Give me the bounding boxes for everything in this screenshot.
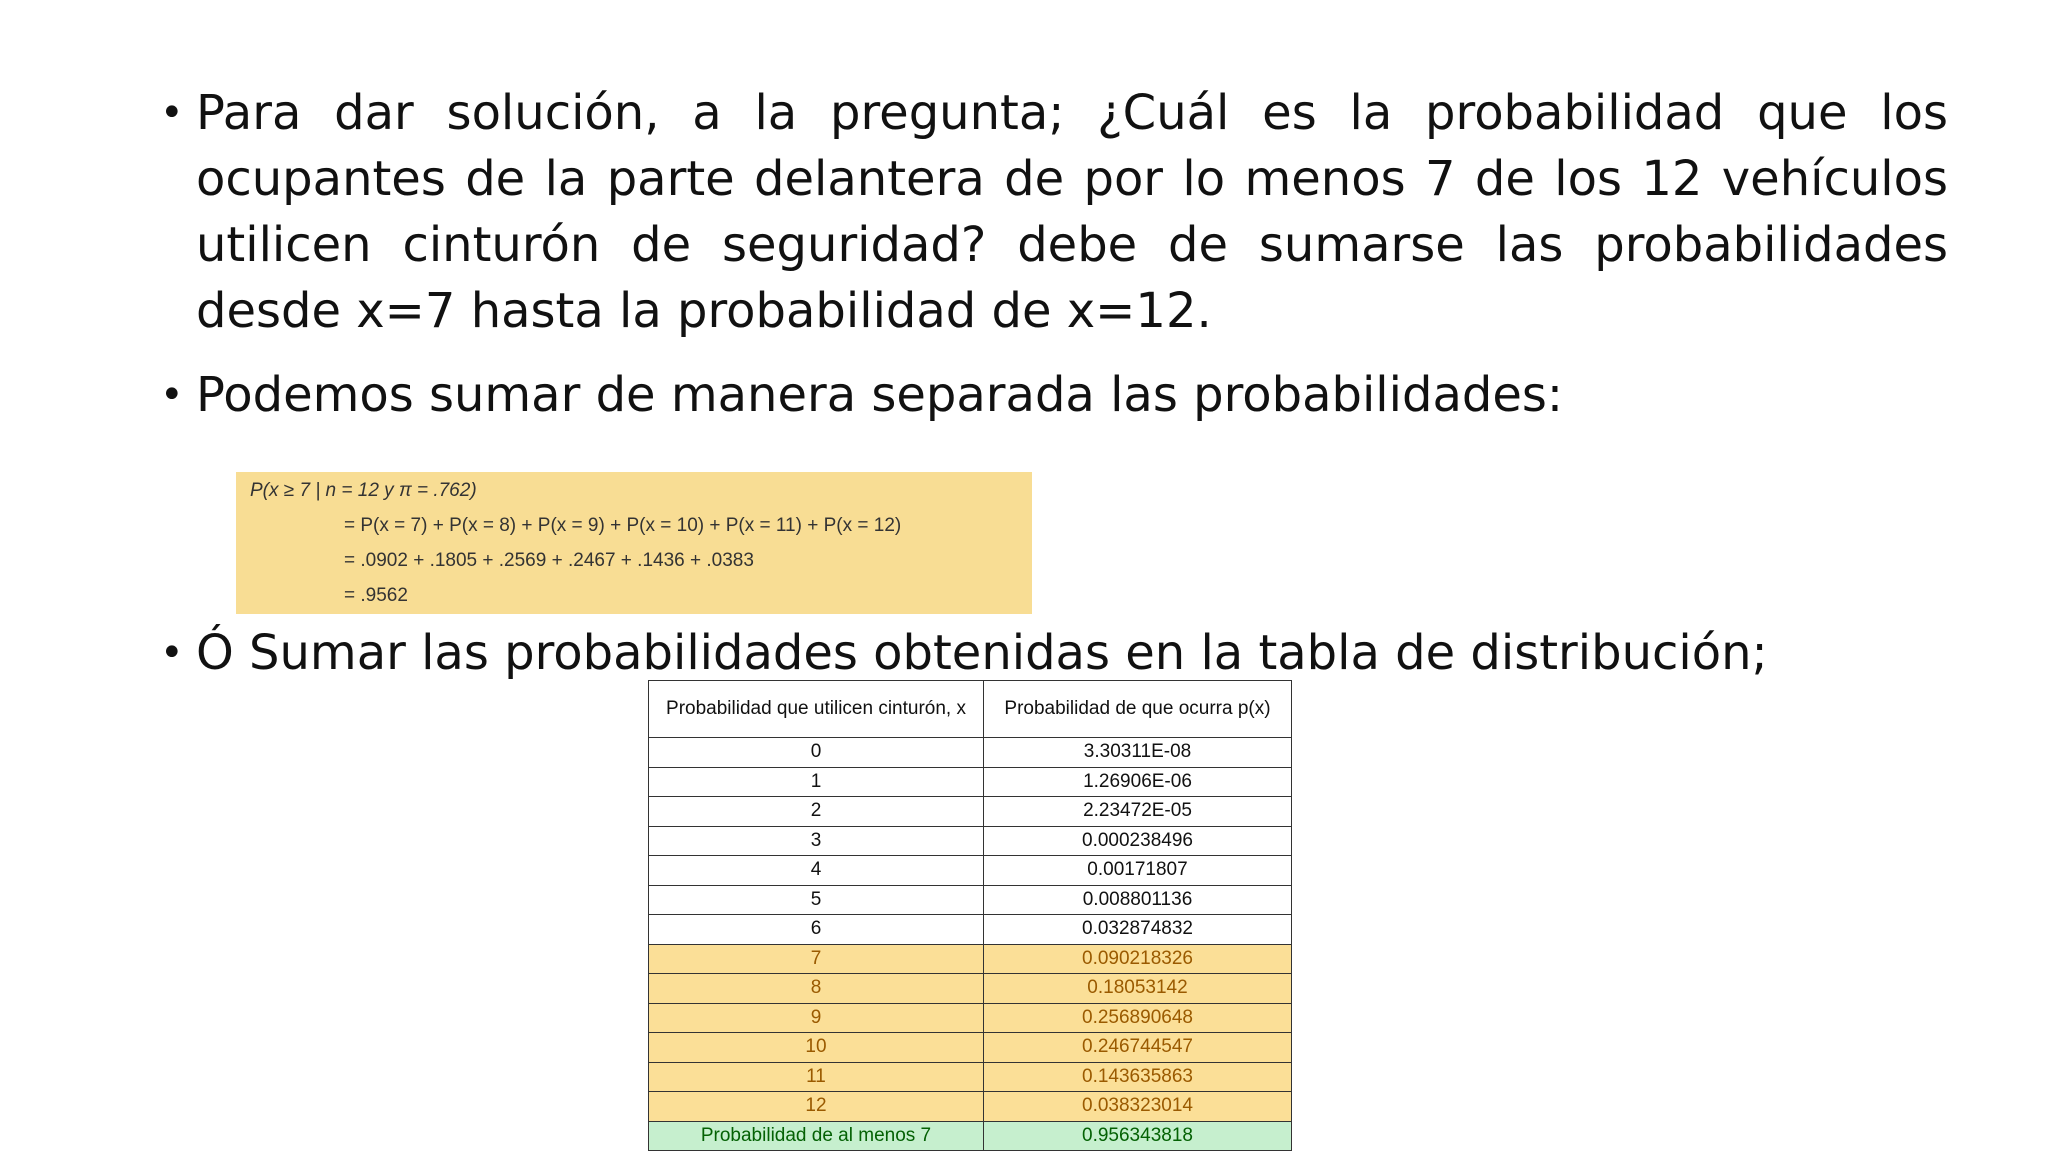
table-cell-x: 1 (649, 767, 984, 797)
table-cell-px: 3.30311E-08 (984, 738, 1292, 768)
formula-line-result: = .9562 (344, 585, 408, 606)
table-cell-x: 9 (649, 1003, 984, 1033)
table-row (649, 738, 1292, 768)
table-row (649, 767, 1292, 797)
formula-line-condition: P(x ≥ 7 | n = 12 y π = .762) (250, 480, 477, 501)
bullet-sum-separately-text: Podemos sumar de manera separada las probabilidades: (196, 367, 1564, 423)
table-total-value: 0.956343818 (984, 1121, 1292, 1151)
table-cell-px: 0.090218326 (984, 944, 1292, 974)
table-row (649, 797, 1292, 827)
bullet-sum-table (160, 620, 1960, 686)
bullet-question-text: Para dar solución, a la pregunta; ¿Cuál es la probabilidad que los ocupantes de la parte delantera de por lo menos 7 de los 12 vehículos utilicen cinturón de seguridad? debe de sumarse las probabilidades desde x=7 hasta la probabilidad de x=12. (196, 85, 1948, 339)
table-cell-x: 6 (649, 915, 984, 945)
table-cell-x: 7 (649, 944, 984, 974)
table-cell-px: 0.032874832 (984, 915, 1292, 945)
table-cell-px: 0.00171807 (984, 856, 1292, 886)
table-cell-x: 4 (649, 856, 984, 886)
table-header-row (649, 681, 1292, 738)
table-row (649, 1033, 1292, 1063)
table-row (649, 885, 1292, 915)
table-row (649, 1062, 1292, 1092)
table-cell-px: 0.000238496 (984, 826, 1292, 856)
table-cell-px: 2.23472E-05 (984, 797, 1292, 827)
table-cell-px: 0.008801136 (984, 885, 1292, 915)
table-body (649, 738, 1292, 1151)
table-cell-x: 0 (649, 738, 984, 768)
table-cell-x: 5 (649, 885, 984, 915)
table-cell-px: 0.038323014 (984, 1092, 1292, 1122)
table-cell-px: 0.256890648 (984, 1003, 1292, 1033)
table-row (649, 856, 1292, 886)
table-header-x: Probabilidad que utilicen cinturón, x (649, 681, 984, 738)
formula-line-expansion: = P(x = 7) + P(x = 8) + P(x = 9) + P(x = 10) + P(x = 11) + P(x = 12) (344, 515, 902, 536)
bullet-dot-icon: • (160, 90, 184, 136)
table-cell-x: 12 (649, 1092, 984, 1122)
table-cell-px: 1.26906E-06 (984, 767, 1292, 797)
formula-box (236, 472, 1032, 614)
table-cell-px: 0.246744547 (984, 1033, 1292, 1063)
table-row (649, 1003, 1292, 1033)
table-row (649, 944, 1292, 974)
table-row (649, 915, 1292, 945)
table-row (649, 826, 1292, 856)
table-row (649, 974, 1292, 1004)
table-header-px: Probabilidad de que ocurra p(x) (984, 681, 1292, 738)
bullet-sum-table-text: Ó Sumar las probabilidades obtenidas en la tabla de distribución; (196, 625, 1768, 681)
distribution-table (648, 680, 1292, 1151)
table-cell-x: 8 (649, 974, 984, 1004)
table-total-row (649, 1121, 1292, 1151)
table-cell-x: 2 (649, 797, 984, 827)
bullet-question (160, 80, 1960, 344)
table-cell-px: 0.18053142 (984, 974, 1292, 1004)
table-cell-x: 10 (649, 1033, 984, 1063)
bullet-sum-separately (160, 362, 1960, 428)
bullet-dot-icon: • (160, 630, 184, 676)
table-total-label: Probabilidad de al menos 7 (649, 1121, 984, 1151)
bullet-dot-icon: • (160, 372, 184, 418)
table-cell-x: 3 (649, 826, 984, 856)
formula-line-values: = .0902 + .1805 + .2569 + .2467 + .1436 + .0383 (344, 550, 754, 571)
table-cell-px: 0.143635863 (984, 1062, 1292, 1092)
table-cell-x: 11 (649, 1062, 984, 1092)
table-row (649, 1092, 1292, 1122)
